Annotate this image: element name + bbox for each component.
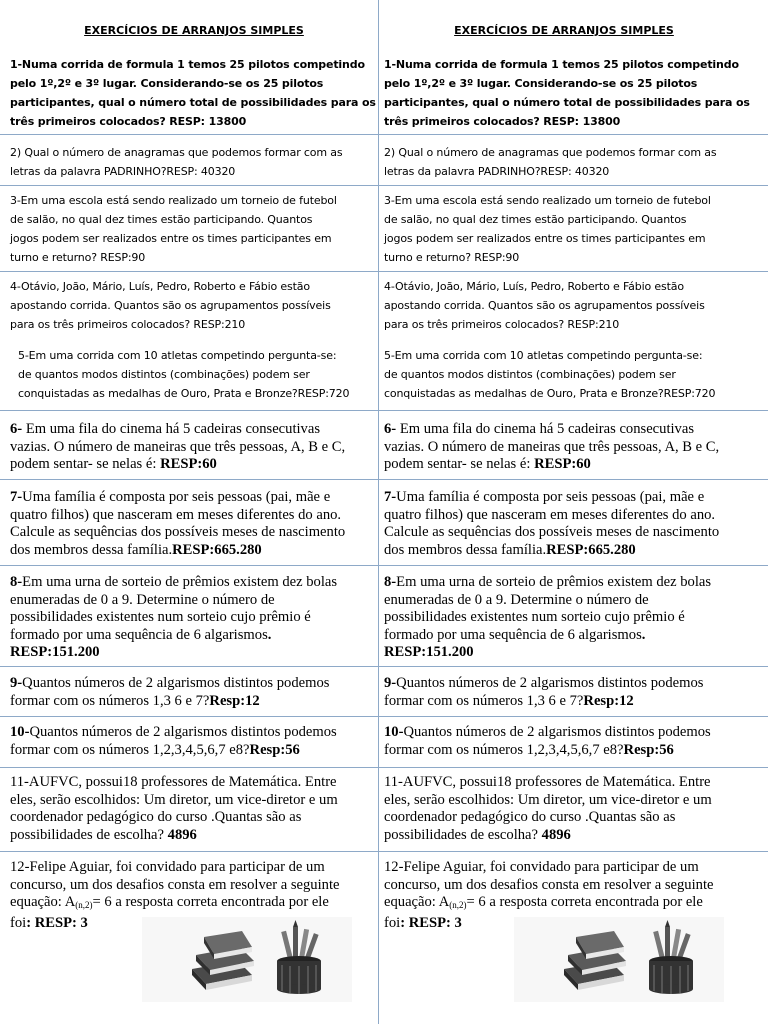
row-separator: [378, 271, 756, 272]
question-3: 3-Em uma escola está sendo realizado um torneio de futebol de salão, no qual dez times estão participando. Quantos jogos podem ser realizados entre os times participantes em turno e returno? RESP:90: [10, 194, 337, 264]
question-11: 11-AUFVC, possui18 professores de Matemática. Entre eles, serão escolhidos: Um diretor, um vice-diretor e um coordenador pedagógico do curso .Quantas são as possibilidades de escolha? 4896: [384, 774, 712, 843]
worksheet-title: EXERCÍCIOS DE ARRANJOS SIMPLES: [84, 24, 304, 37]
question-4: 4-Otávio, João, Mário, Luís, Pedro, Roberto e Fábio estão apostando corrida. Quantos são os agrupamentos possíveis para os três primeiros colocados? RESP:210: [10, 280, 331, 331]
question-8: 8-Em uma urna de sorteio de prêmios existem dez bolas enumeradas de 0 a 9. Determine o número de possibilidades existentes num sorteio cujo prêmio é formado por uma sequência de 6 algarismos. RESP:151.200: [384, 574, 712, 660]
worksheet-column-left: [10, 0, 378, 1024]
question-6: 6- Em uma fila do cinema há 5 cadeiras consecutivas vazias. O número de maneiras que três pessoas, A, B e C, podem sentar- se nelas é: RESP:60: [10, 421, 346, 472]
question-6: 6- Em uma fila do cinema há 5 cadeiras consecutivas vazias. O número de maneiras que três pessoas, A, B e C, podem sentar- se nelas é: RESP:60: [384, 421, 720, 472]
row-separator: [378, 185, 756, 186]
question-7: 7-Uma família é composta por seis pessoas (pai, mãe e quatro filhos) que nasceram em meses diferentes do ano. Calcule as sequências dos possíveis meses de nascimento dos membros dessa família.RESP:665.280: [10, 489, 346, 558]
row-separator: [378, 565, 756, 566]
books-and-pencil-cup-icon: [514, 917, 724, 1002]
row-separator: [378, 479, 756, 480]
question-12: 12-Felipe Aguiar, foi convidado para participar de um concurso, um dos desafios consta em resolver a seguinte equação: $A_{(n,2)}= 6$ a resposta correta encontrada por ele foi: RESP: 3: [384, 859, 714, 931]
question-3: 3-Em uma escola está sendo realizado um torneio de futebol de salão, no qual dez times estão participando. Quantos jogos podem ser realizados entre os times participantes em turno e returno? RESP:90: [384, 194, 711, 264]
row-separator: [378, 716, 756, 717]
question-4: 4-Otávio, João, Mário, Luís, Pedro, Roberto e Fábio estão apostando corrida. Quantos são os agrupamentos possíveis para os três primeiros colocados? RESP:210: [384, 280, 705, 331]
question-10: 10-Quantos números de 2 algarismos distintos podemos formar com os números 1,2,3,4,5,6,7 e8?Resp:56: [384, 724, 711, 758]
question-12: 12-Felipe Aguiar, foi convidado para participar de um concurso, um dos desafios consta em resolver a seguinte equação: $A_{(n,2)}= 6$ a resposta correta encontrada por ele foi: RESP: 3: [10, 859, 340, 931]
row-separator: [378, 666, 756, 667]
books-and-pencil-cup-icon: [142, 917, 352, 1002]
question-9: 9-Quantos números de 2 algarismos distintos podemos formar com os números 1,3 6 e 7?Resp:12: [10, 675, 330, 709]
question-1: 1-Numa corrida de formula 1 temos 25 pilotos competindo pelo 1º,2º e 3º lugar. Considerando-se os 25 pilotos participantes, qual o número total de possibilidades para os três primeiros colocados? RESP: 13800: [384, 58, 750, 128]
question-8: 8-Em uma urna de sorteio de prêmios existem dez bolas enumeradas de 0 a 9. Determine o número de possibilidades existentes num sorteio cujo prêmio é formado por uma sequência de 6 algarismos. RESP:151.200: [10, 574, 338, 660]
worksheet-title: EXERCÍCIOS DE ARRANJOS SIMPLES: [454, 24, 674, 37]
question-2: 2) Qual o número de anagramas que podemos formar com as letras da palavra PADRINHO?RESP: 40320: [10, 146, 343, 178]
question-2: 2) Qual o número de anagramas que podemos formar com as letras da palavra PADRINHO?RESP: 40320: [384, 146, 717, 178]
question-5: 5-Em uma corrida com 10 atletas competindo pergunta-se: de quantos modos distintos (combinações) podem ser conquistadas as medalhas de Ouro, Prata e Bronze?RESP:720: [18, 349, 350, 400]
worksheet-column-right: [380, 0, 748, 1024]
question-7: 7-Uma família é composta por seis pessoas (pai, mãe e quatro filhos) que nasceram em meses diferentes do ano. Calcule as sequências dos possíveis meses de nascimento dos membros dessa família.RESP:665.280: [384, 489, 720, 558]
row-separator: [378, 851, 756, 852]
question-10: 10-Quantos números de 2 algarismos distintos podemos formar com os números 1,2,3,4,5,6,7 e8?Resp:56: [10, 724, 337, 758]
question-11: 11-AUFVC, possui18 professores de Matemática. Entre eles, serão escolhidos: Um diretor, um vice-diretor e um coordenador pedagógico do curso .Quantas são as possibilidades de escolha? 4896: [10, 774, 338, 843]
row-separator: [378, 767, 756, 768]
question-5: 5-Em uma corrida com 10 atletas competindo pergunta-se: de quantos modos distintos (combinações) podem ser conquistadas as medalhas de Ouro, Prata e Bronze?RESP:720: [384, 349, 716, 400]
row-separator: [378, 134, 756, 135]
question-1: 1-Numa corrida de formula 1 temos 25 pilotos competindo pelo 1º,2º e 3º lugar. Considerando-se os 25 pilotos participantes, qual o número total de possibilidades para os três primeiros colocados? RESP: 13800: [10, 58, 376, 128]
column-divider: [378, 0, 379, 1024]
question-9: 9-Quantos números de 2 algarismos distintos podemos formar com os números 1,3 6 e 7?Resp:12: [384, 675, 704, 709]
row-separator: [378, 410, 756, 411]
